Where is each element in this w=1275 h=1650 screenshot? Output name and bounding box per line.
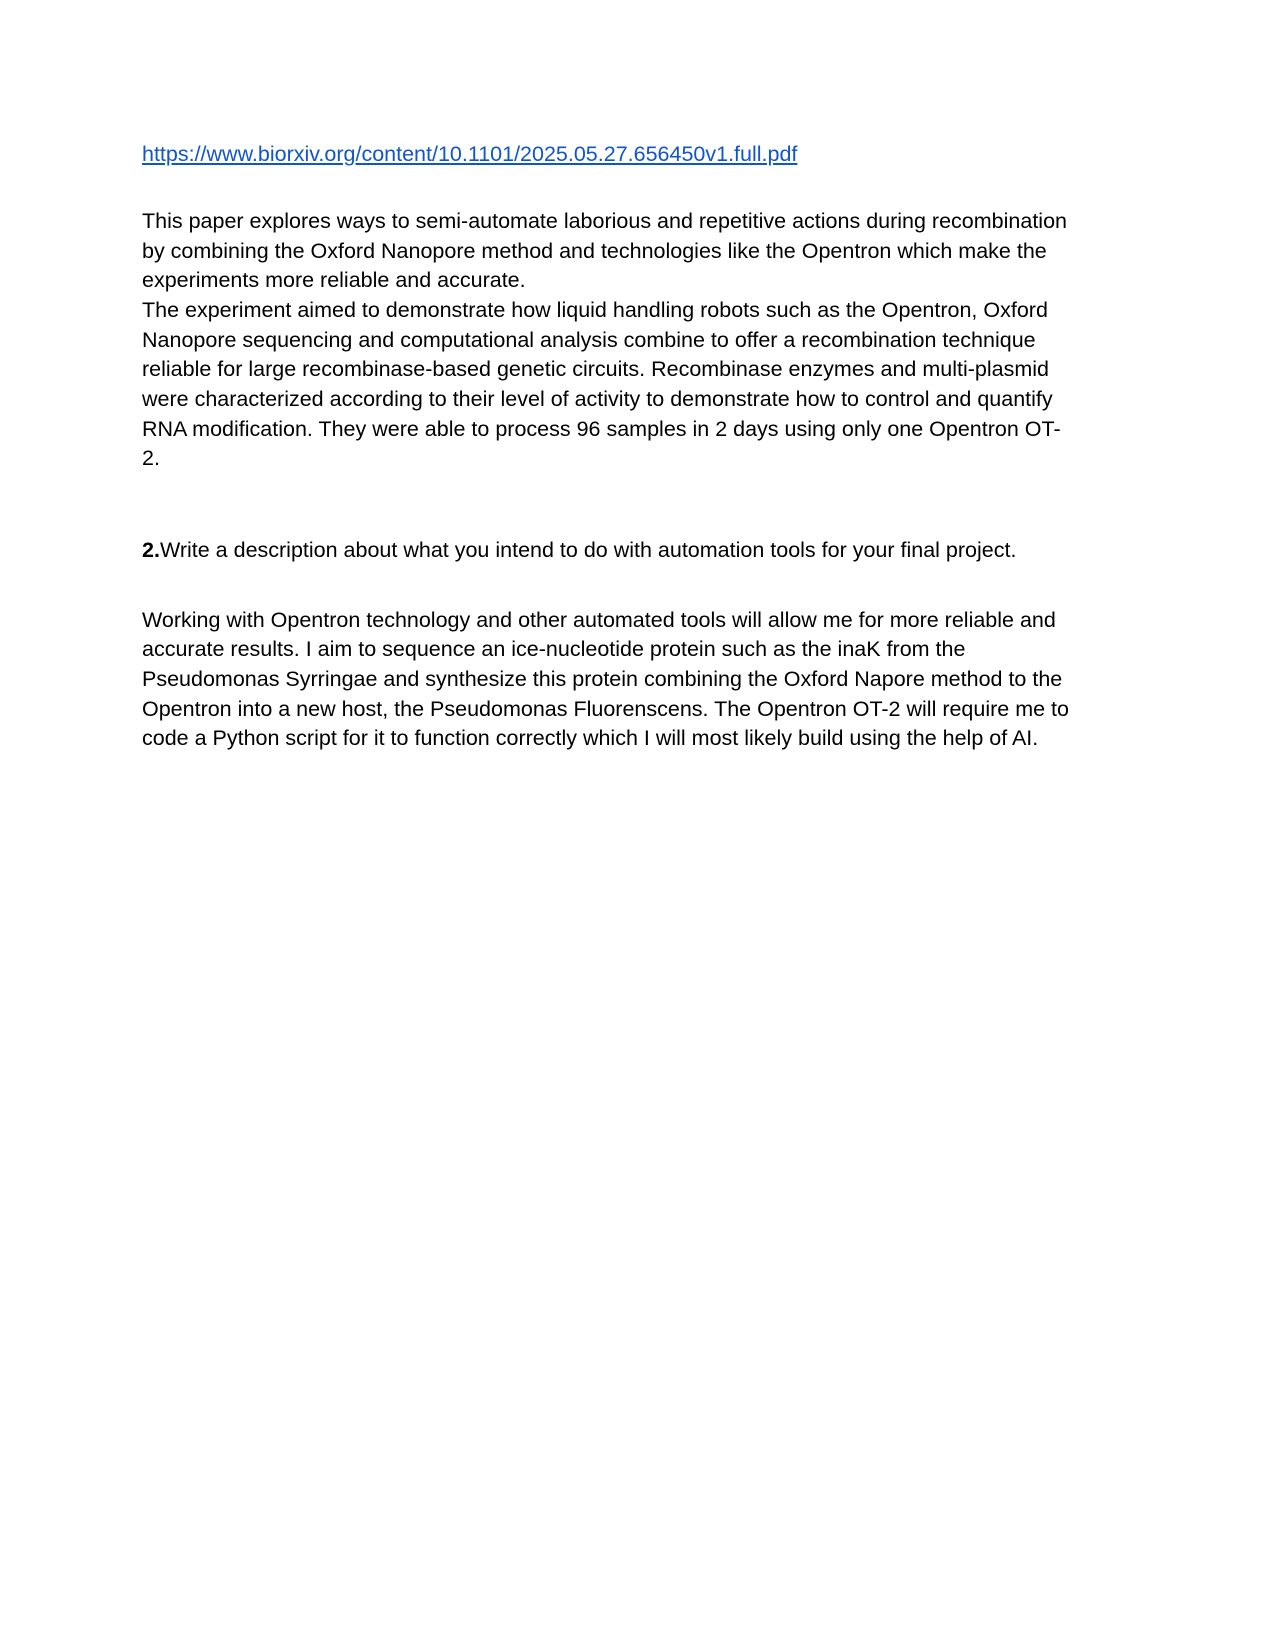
question-line bbox=[142, 536, 1077, 566]
source-link-line bbox=[142, 140, 1077, 169]
spacer-before-answer bbox=[142, 566, 1077, 606]
summary-paragraph-1: This paper explores ways to semi-automate laborious and repetitive actions during recombination by combining the Oxford Nanopore method and technologies like the Opentron which make the experiments more reliable and accurate. bbox=[142, 209, 1067, 293]
question-text: Write a description about what you intend to do with automation tools for your final project. bbox=[159, 537, 1017, 562]
spacer-before-question bbox=[142, 474, 1077, 536]
question-number: 2. bbox=[142, 537, 160, 562]
paper-source-link[interactable]: https://www.biorxiv.org/content/10.1101/2025.05.27.656450v1.full.pdf bbox=[142, 142, 798, 166]
summary-paragraph-2: The experiment aimed to demonstrate how liquid handling robots such as the Opentron, Oxford Nanopore sequencing and computational analysis combine to offer a recombination technique reliable for large recombinase-based genetic circuits. Recombinase enzymes and multi-plasmid were characterized according to their level of activity to demonstrate how to control and quantify RNA modification. They were able to process 96 samples in 2 days using only one Opentron OT-2. bbox=[142, 297, 1061, 471]
answer-paragraph: Working with Opentron technology and other automated tools will allow me for more reliable and accurate results. I aim to sequence an ice-nucleotide protein such as the inaK from the Pseudomonas Syrringae and synthesize this protein combining the Oxford Napore method to the Opentron into a new host, the Pseudomonas Fluorenscens. The Opentron OT-2 will require me to code a Python script for it to function correctly which I will most likely build using the help of AI. bbox=[142, 607, 1069, 751]
document-body bbox=[142, 140, 1077, 754]
